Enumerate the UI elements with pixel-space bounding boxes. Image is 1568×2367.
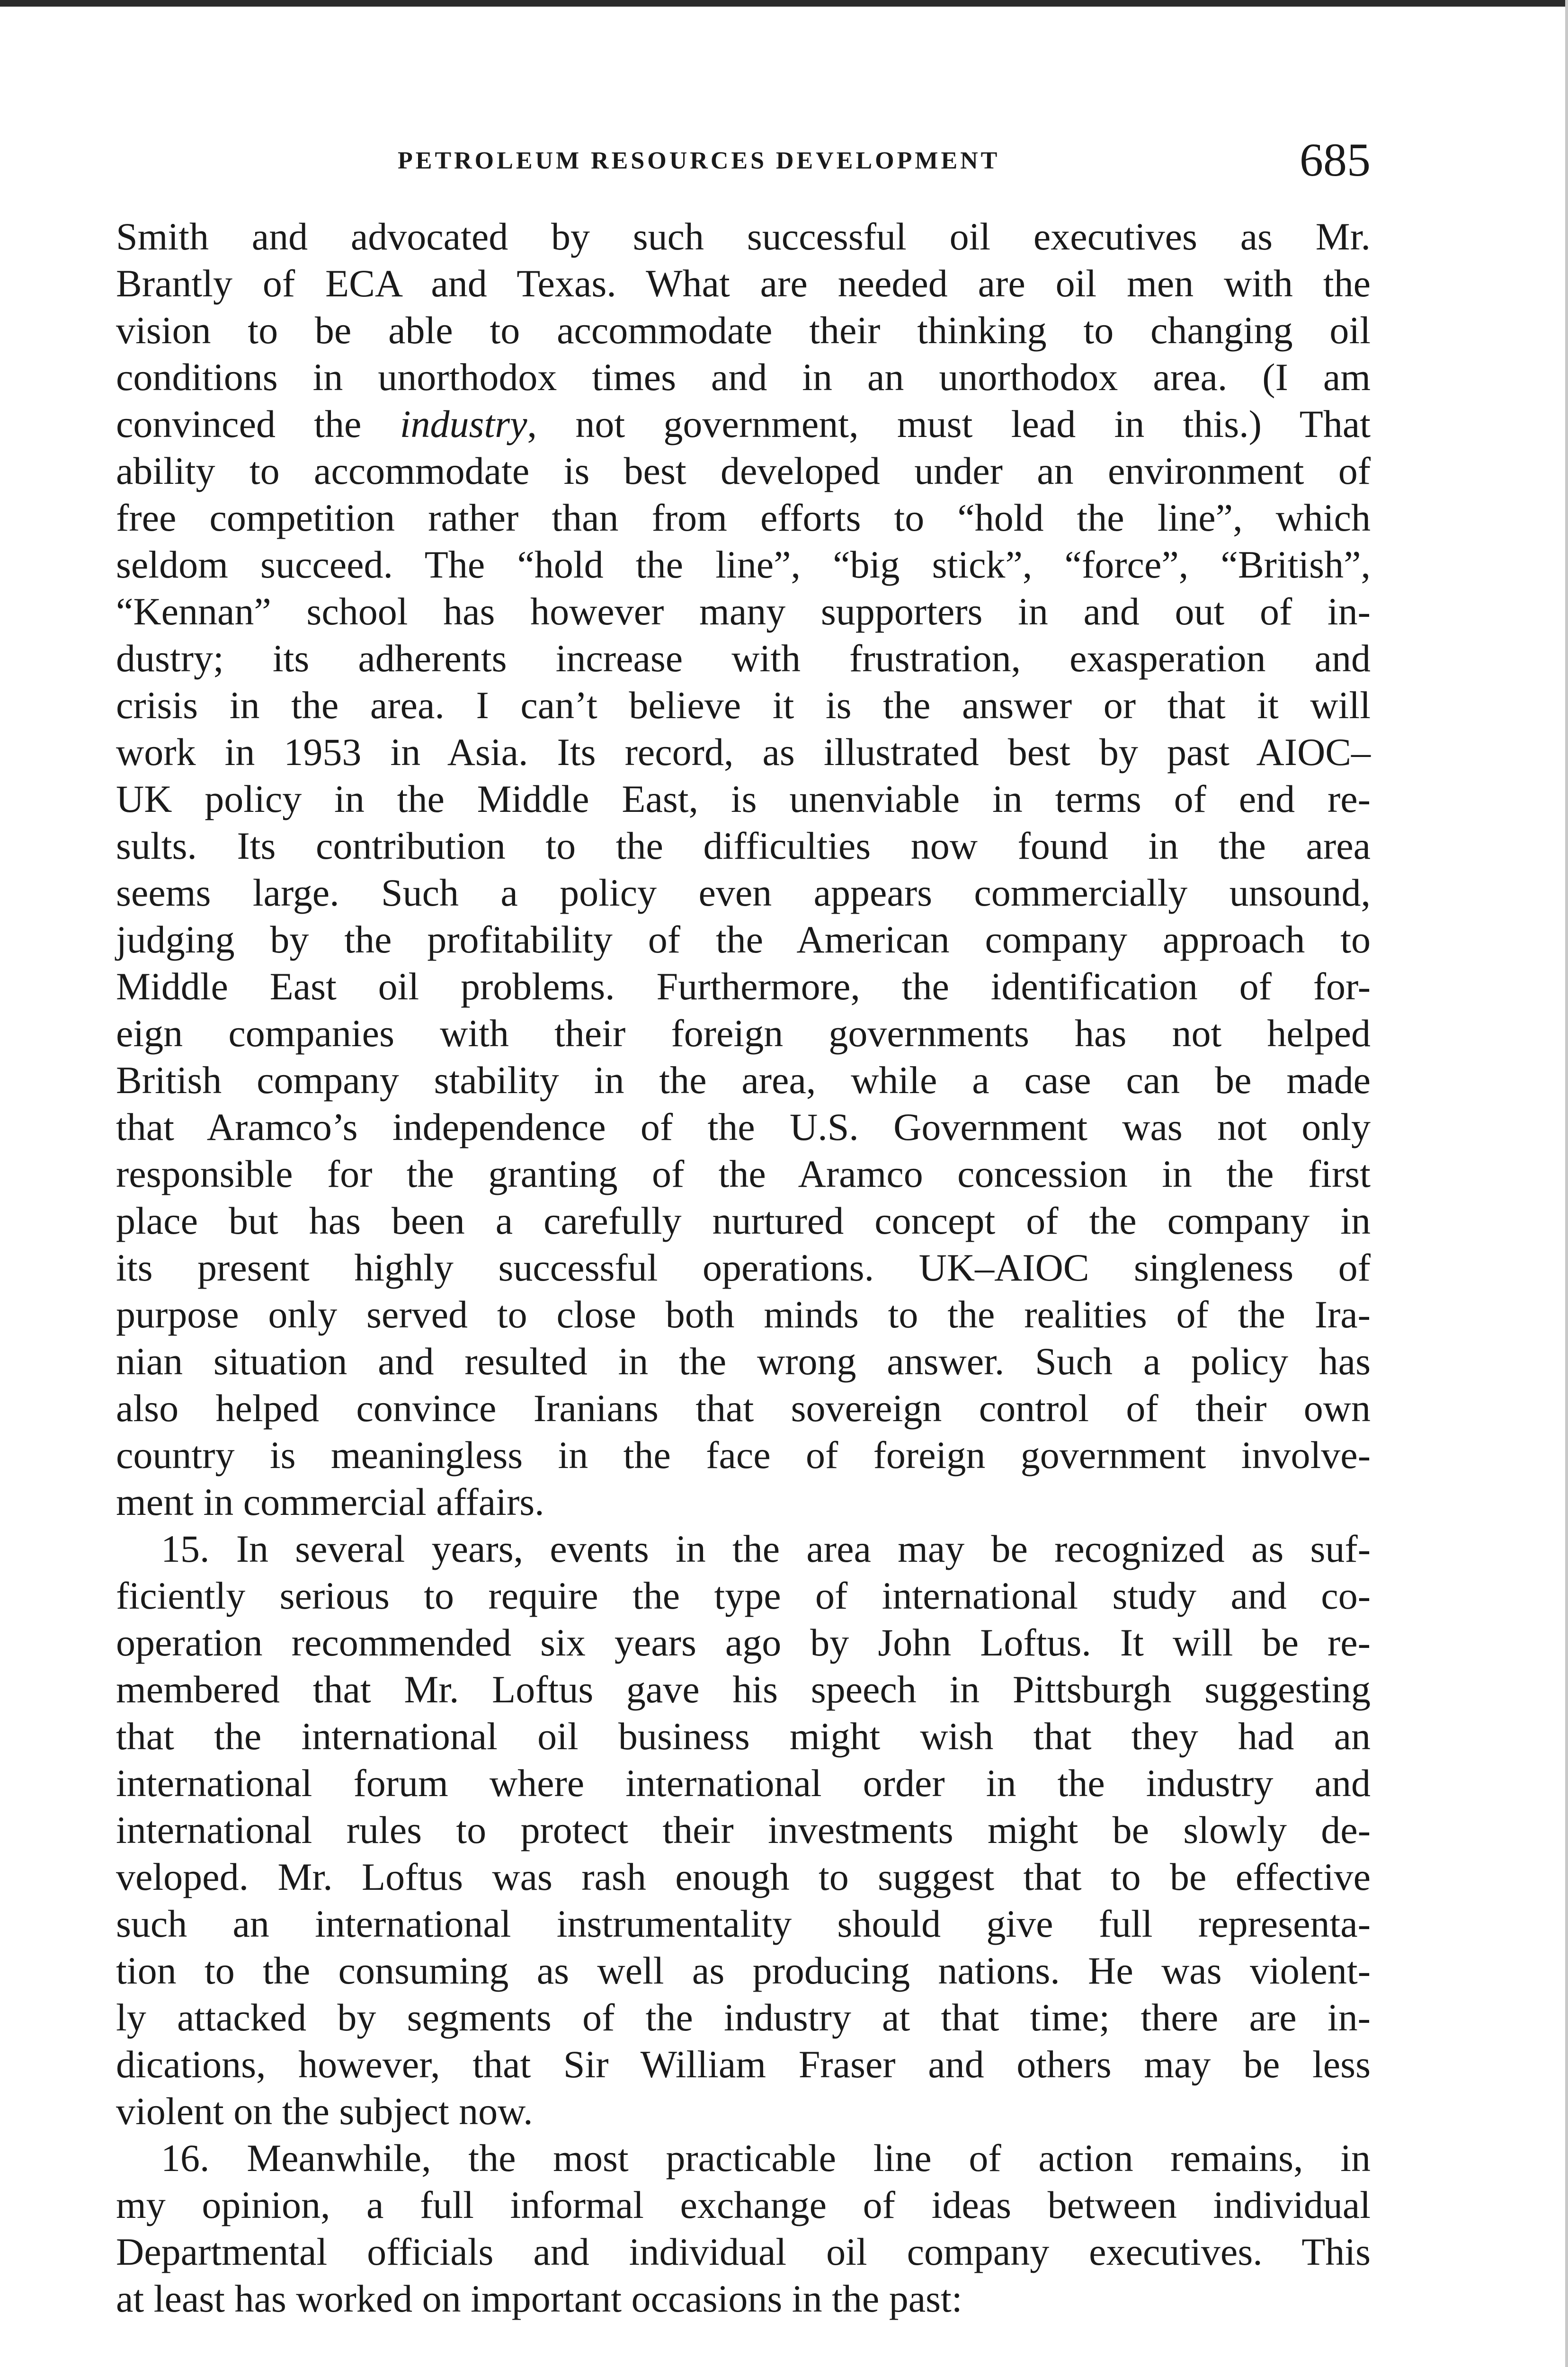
text-line: dustry; its adherents increase with frustration, exasperation and xyxy=(116,637,1371,680)
text-line: that Aramco’s independence of the U.S. Government was not only xyxy=(116,1105,1371,1148)
text-line: such an international instrumentality should give full representa- xyxy=(116,1902,1371,1945)
emphasized-word: industry xyxy=(400,402,527,445)
text-line: crisis in the area. I can’t believe it is the answer or that it will xyxy=(116,684,1371,727)
text-line: vision to be able to accommodate their thinking to changing oil xyxy=(116,309,1371,352)
paragraph-16 xyxy=(116,2135,1371,2322)
running-title: PETROLEUM RESOURCES DEVELOPMENT xyxy=(398,147,1000,174)
text-line: ment in commercial affairs. xyxy=(116,1480,544,1523)
text-line-with-italic: convinced the industry, not government, must lead in this.) That xyxy=(116,402,1371,445)
text-line: also helped convince Iranians that sovereign control of their own xyxy=(116,1387,1371,1430)
text-line: international rules to protect their investments might be slowly de- xyxy=(116,1808,1371,1851)
text-line: ly attacked by segments of the industry at that time; there are in- xyxy=(116,1996,1371,2039)
text-line: UK policy in the Middle East, is unenviable in terms of end re- xyxy=(116,777,1371,820)
text-line: violent on the subject now. xyxy=(116,2090,533,2133)
text-line: sults. Its contribution to the difficulties now found in the area xyxy=(116,824,1371,867)
text-line: at least has worked on important occasions in the past: xyxy=(116,2277,962,2320)
text-line: Middle East oil problems. Furthermore, the identification of for- xyxy=(116,965,1371,1008)
text-line: free competition rather than from efforts to “hold the line”, which xyxy=(116,496,1371,539)
text-line: 16. Meanwhile, the most practicable line of action remains, in xyxy=(161,2136,1371,2180)
text-line: my opinion, a full informal exchange of ideas between individual xyxy=(116,2183,1371,2226)
page-header xyxy=(116,133,1371,185)
text-line: Brantly of ECA and Texas. What are needed are oil men with the xyxy=(116,262,1371,305)
text-line: seems large. Such a policy even appears commercially unsound, xyxy=(116,871,1371,914)
paragraph-continued xyxy=(116,213,1371,1525)
text-line: responsible for the granting of the Aramco concession in the first xyxy=(116,1152,1371,1195)
text-line: country is meaningless in the face of foreign government involve- xyxy=(116,1433,1371,1477)
page-number: 685 xyxy=(1300,133,1371,186)
text-line: seldom succeed. The “hold the line”, “big stick”, “force”, “British”, xyxy=(116,543,1371,586)
text-line: work in 1953 in Asia. Its record, as illustrated best by past AIOC– xyxy=(116,730,1371,774)
text-line: purpose only served to close both minds to the realities of the Ira- xyxy=(116,1293,1371,1336)
text-line: membered that Mr. Loftus gave his speech in Pittsburgh suggesting xyxy=(116,1668,1371,1711)
text-line: its present highly successful operations. UK–AIOC singleness of xyxy=(116,1246,1371,1289)
text-line: tion to the consuming as well as producing nations. He was violent- xyxy=(116,1949,1371,1992)
text-line: nian situation and resulted in the wrong answer. Such a policy has xyxy=(116,1340,1371,1383)
text-line: Smith and advocated by such successful oil executives as Mr. xyxy=(116,215,1371,258)
text-line: British company stability in the area, while a case can be made xyxy=(116,1059,1371,1102)
text-line: ficiently serious to require the type of international study and co- xyxy=(116,1574,1371,1617)
text-line: eign companies with their foreign governments has not helped xyxy=(116,1012,1371,1055)
page-edge-shadow xyxy=(1565,0,1568,2367)
text-line: veloped. Mr. Loftus was rash enough to suggest that to be effective xyxy=(116,1855,1371,1898)
text-line: ability to accommodate is best developed under an environment of xyxy=(116,449,1371,492)
text-line: that the international oil business might wish that they had an xyxy=(116,1715,1371,1758)
text-line: international forum where international order in the industry and xyxy=(116,1762,1371,1805)
text-line: judging by the profitability of the American company approach to xyxy=(116,918,1371,961)
text-line: operation recommended six years ago by John Loftus. It will be re- xyxy=(116,1621,1371,1664)
text-line: “Kennan” school has however many supporters in and out of in- xyxy=(116,590,1371,633)
text-line: Departmental officials and individual oil company executives. This xyxy=(116,2230,1371,2273)
top-edge-rule xyxy=(0,0,1568,7)
text-line: conditions in unorthodox times and in an unorthodox area. (I am xyxy=(116,356,1371,399)
text-line: place but has been a carefully nurtured concept of the company in xyxy=(116,1199,1371,1242)
paragraph-15 xyxy=(116,1525,1371,2135)
text-line: 15. In several years, events in the area may be recognized as suf- xyxy=(161,1527,1371,1570)
text-line: dications, however, that Sir William Fraser and others may be less xyxy=(116,2043,1371,2086)
body-text xyxy=(116,213,1371,2322)
